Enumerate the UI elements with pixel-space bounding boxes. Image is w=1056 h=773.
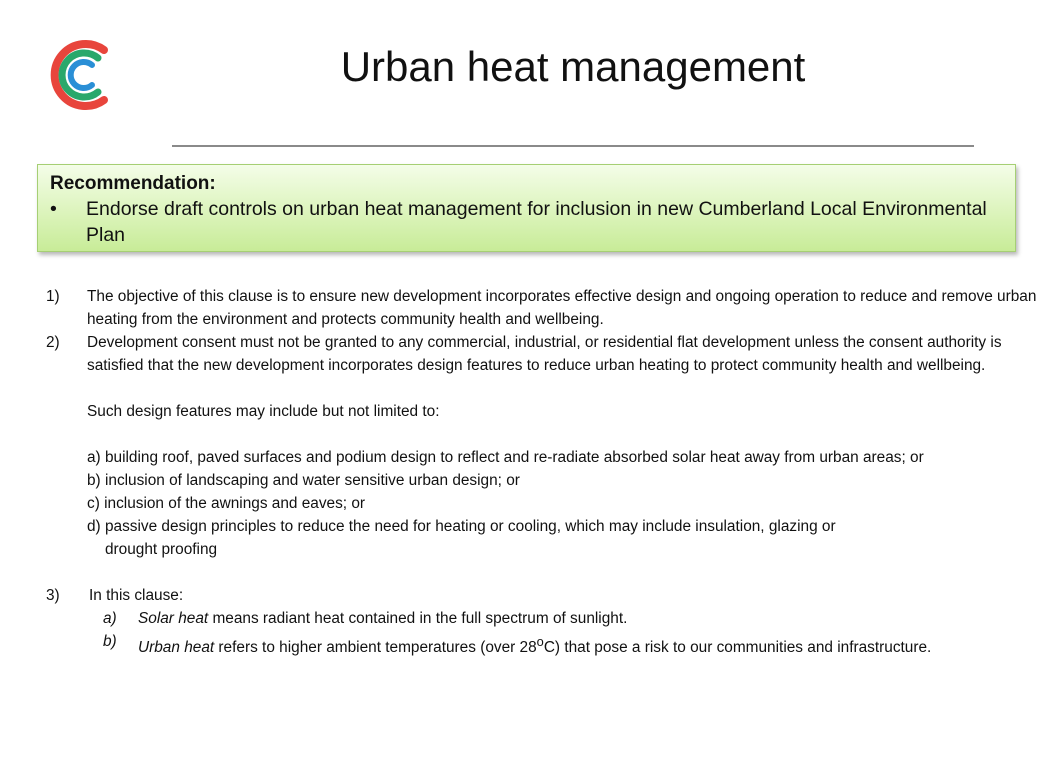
degree-superscript: o <box>536 634 544 649</box>
definition-text: C) that pose a risk to our communities and infrastructure. <box>543 639 932 657</box>
feature-item-continuation: drought proofing <box>105 541 218 558</box>
recommendation-box <box>37 164 1016 252</box>
clause-number: 3) <box>46 587 60 604</box>
definition-item <box>46 607 1046 630</box>
clause-3 <box>46 584 1046 607</box>
definition-term: Urban heat <box>138 639 215 657</box>
clause-text: The objective of this clause is to ensure new development incorporates effective design and ongoing operation to reduce and remove urban heating from the environment and protects community health and wellbeing. <box>87 288 1037 328</box>
clause-number: 2) <box>46 334 60 351</box>
recommendation-heading: Recommendation: <box>50 173 216 194</box>
feature-item: c) inclusion of the awnings and eaves; or <box>87 495 366 512</box>
features-intro: Such design features may include but not limited to: <box>87 403 440 420</box>
clause-2 <box>46 331 1046 377</box>
definition-term: Solar heat <box>138 610 209 627</box>
definition-label: a) <box>103 610 117 627</box>
feature-item: a) building roof, paved surfaces and podium design to reflect and re-radiate absorbed solar heat away from urban areas; or <box>87 449 924 466</box>
definition-item <box>46 630 1046 659</box>
definition-text: means radiant heat contained in the full spectrum of sunlight. <box>208 610 628 627</box>
feature-list <box>46 446 1046 561</box>
recommendation-item <box>50 196 1003 248</box>
clause-1 <box>46 285 1046 331</box>
feature-item: b) inclusion of landscaping and water sensitive urban design; or <box>87 472 520 489</box>
clause-number: 1) <box>46 288 60 305</box>
definition-label: b) <box>103 633 117 650</box>
cumberland-c-logo-icon <box>44 38 112 112</box>
clause-text: In this clause: <box>89 587 184 604</box>
bullet-marker: • <box>50 198 57 220</box>
title-divider <box>172 145 974 147</box>
recommendation-text: Endorse draft controls on urban heat management for inclusion in new Cumberland Local Environmental Plan <box>86 198 987 246</box>
page-title: Urban heat management <box>340 43 806 90</box>
clauses-body <box>46 285 1046 659</box>
feature-item: d) passive design principles to reduce the need for heating or cooling, which may include insulation, glazing or <box>87 518 836 535</box>
definition-text: refers to higher ambient temperatures (over 28 <box>214 639 537 657</box>
clause-text: Development consent must not be granted to any commercial, industrial, or residential flat development unless the consent authority is satisfied that the new development incorporates design features to reduce urban heating to protect community health and wellbeing. <box>87 334 1002 374</box>
